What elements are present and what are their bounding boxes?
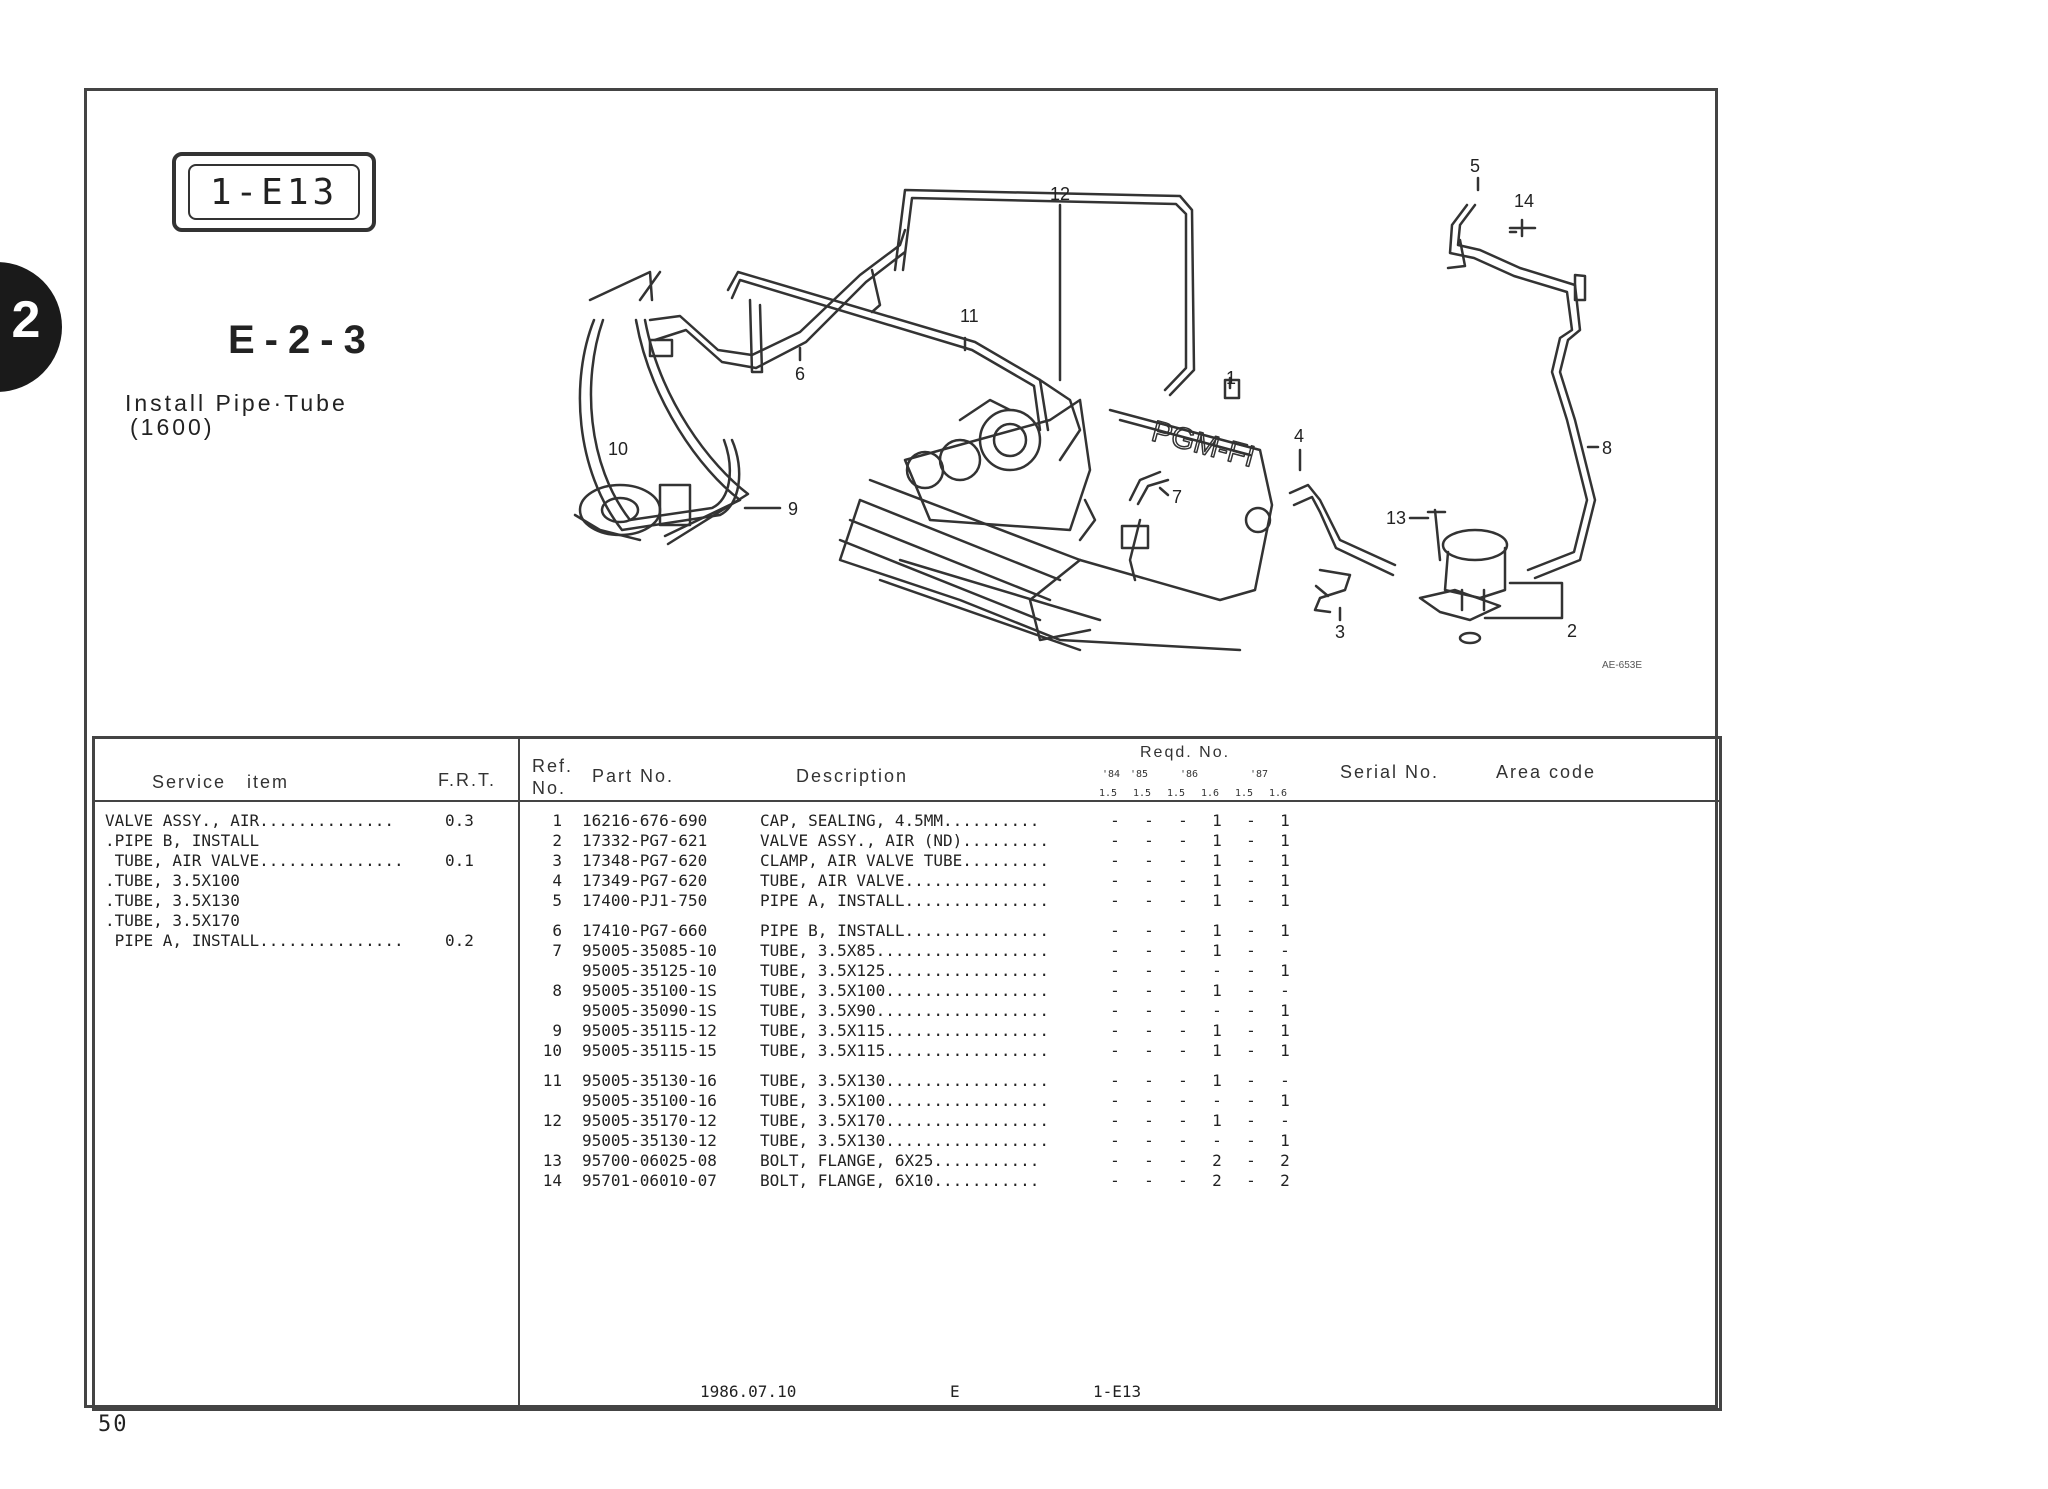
part-description: TUBE, 3.5X130.................	[760, 1131, 1049, 1150]
required-qty: 2	[1212, 1171, 1222, 1190]
ref-number: 14	[542, 1171, 562, 1190]
callout-11: 11	[960, 306, 979, 326]
callout-6: 6	[795, 364, 806, 384]
required-qty: -	[1212, 1091, 1222, 1110]
size-1: 1.5	[1099, 788, 1118, 799]
service-item: .TUBE, 3.5X170	[105, 911, 240, 930]
ref-number: 13	[542, 1151, 562, 1170]
ref-number: 2	[552, 831, 562, 850]
required-qty: -	[1110, 1151, 1120, 1170]
required-qty: 2	[1280, 1171, 1290, 1190]
required-qty: 1	[1212, 1041, 1222, 1060]
required-qty: -	[1144, 1111, 1154, 1130]
part-number: 95005-35100-1S	[582, 981, 717, 1000]
ref-no-header-line2: No.	[532, 778, 567, 798]
year-87: '87	[1250, 769, 1269, 780]
required-qty: -	[1144, 891, 1154, 910]
required-qty: -	[1246, 961, 1256, 980]
required-qty: 1	[1280, 1021, 1290, 1040]
page-number: 50	[98, 1412, 129, 1437]
part-number: 17400-PJ1-750	[582, 891, 708, 910]
required-qty: -	[1246, 1021, 1256, 1040]
required-qty: -	[1110, 941, 1120, 960]
required-qty: 1	[1212, 921, 1222, 940]
required-qty: -	[1280, 1071, 1290, 1090]
part-number: 95005-35170-12	[582, 1111, 717, 1130]
footer-section: 1-E13	[1093, 1382, 1142, 1401]
required-qty: -	[1212, 1131, 1222, 1150]
required-qty: 1	[1212, 1021, 1222, 1040]
reqd-no-header: Reqd. No.	[1140, 744, 1231, 761]
callout-12: 12	[1050, 184, 1071, 204]
part-row	[530, 811, 1310, 831]
ref-number: 11	[542, 1071, 562, 1090]
part-description: BOLT, FLANGE, 6X25...........	[760, 1151, 1040, 1170]
required-qty: -	[1110, 1131, 1120, 1150]
part-row	[530, 981, 1310, 1001]
callout-4: 4	[1294, 426, 1305, 446]
required-qty: -	[1178, 1071, 1188, 1090]
required-qty: 2	[1212, 1151, 1222, 1170]
required-qty: -	[1144, 941, 1154, 960]
required-qty: -	[1144, 1001, 1154, 1020]
service-item: PIPE A, INSTALL............... 0.2	[105, 931, 474, 950]
serial-no-header: Serial No.	[1340, 762, 1440, 782]
part-description: PIPE B, INSTALL...............	[760, 921, 1049, 940]
required-qty: 1	[1212, 941, 1222, 960]
required-qty: -	[1178, 871, 1188, 890]
footer-date: 1986.07.10	[700, 1382, 797, 1401]
required-qty: -	[1178, 1021, 1188, 1040]
table-column-divider	[518, 736, 520, 1411]
required-qty: 2	[1280, 1151, 1290, 1170]
ref-number: 10	[542, 1041, 562, 1060]
required-qty: -	[1110, 1091, 1120, 1110]
required-qty: -	[1144, 1071, 1154, 1090]
part-description: PIPE A, INSTALL...............	[760, 891, 1049, 910]
size-2: 1.5	[1133, 788, 1152, 799]
part-row	[530, 1021, 1310, 1041]
required-qty: -	[1178, 921, 1188, 940]
area-code-header: Area code	[1496, 762, 1597, 782]
required-qty: -	[1178, 891, 1188, 910]
part-description: CAP, SEALING, 4.5MM..........	[760, 811, 1040, 830]
callout-2: 2	[1567, 621, 1578, 641]
part-description: TUBE, 3.5X90..................	[760, 1001, 1049, 1020]
part-number: 17348-PG7-620	[582, 851, 708, 870]
required-qty: -	[1212, 1001, 1222, 1020]
group-code: E-2-3	[228, 318, 376, 362]
part-description: TUBE, 3.5X85..................	[760, 941, 1049, 960]
required-qty: -	[1178, 1111, 1188, 1130]
part-row	[530, 1041, 1310, 1061]
callout-1: 1	[1226, 368, 1237, 388]
part-number: 95005-35125-10	[582, 961, 717, 980]
required-qty: -	[1246, 831, 1256, 850]
callout-13: 13	[1386, 508, 1407, 528]
part-description: TUBE, 3.5X100.................	[760, 981, 1049, 1000]
part-number: 95005-35090-1S	[582, 1001, 717, 1020]
required-qty: 1	[1280, 921, 1290, 940]
required-qty: -	[1246, 1131, 1256, 1150]
required-qty: -	[1144, 1151, 1154, 1170]
part-description: TUBE, 3.5X130.................	[760, 1071, 1049, 1090]
required-qty: -	[1110, 1021, 1120, 1040]
section-badge	[172, 152, 376, 232]
required-qty: -	[1110, 891, 1120, 910]
ref-number: 9	[552, 1021, 562, 1040]
required-qty: -	[1212, 961, 1222, 980]
service-item-header: Service item	[152, 772, 290, 792]
required-qty: -	[1246, 1001, 1256, 1020]
frt-header: F.R.T.	[438, 770, 497, 790]
required-qty: 1	[1280, 851, 1290, 870]
callout-7: 7	[1172, 487, 1183, 507]
required-qty: -	[1246, 1151, 1256, 1170]
required-qty: -	[1110, 981, 1120, 1000]
part-row	[530, 1131, 1310, 1151]
part-description: TUBE, 3.5X170.................	[760, 1111, 1049, 1130]
required-qty: 1	[1212, 831, 1222, 850]
required-qty: -	[1246, 1091, 1256, 1110]
required-qty: 1	[1280, 811, 1290, 830]
size-6: 1.6	[1269, 788, 1288, 799]
part-description: TUBE, AIR VALVE...............	[760, 871, 1049, 890]
required-qty: -	[1246, 981, 1256, 1000]
required-qty: -	[1280, 1111, 1290, 1130]
part-number: 95005-35130-12	[582, 1131, 717, 1150]
required-qty: -	[1178, 831, 1188, 850]
part-number: 95700-06025-08	[582, 1151, 717, 1170]
required-qty: -	[1110, 831, 1120, 850]
part-row	[530, 921, 1310, 941]
required-qty: -	[1178, 1001, 1188, 1020]
ref-number: 7	[552, 941, 562, 960]
part-description: TUBE, 3.5X100.................	[760, 1091, 1049, 1110]
group-subtitle: (1600)	[130, 414, 215, 440]
required-qty: -	[1110, 1041, 1120, 1060]
required-qty: -	[1144, 1131, 1154, 1150]
service-item: VALVE ASSY., AIR.............. 0.3	[105, 811, 474, 830]
required-qty: -	[1178, 1091, 1188, 1110]
service-item: TUBE, AIR VALVE............... 0.1	[105, 851, 474, 870]
section-tab-label: 2	[11, 291, 41, 349]
callout-14: 14	[1514, 191, 1535, 211]
required-qty: -	[1144, 981, 1154, 1000]
required-qty: -	[1178, 1041, 1188, 1060]
required-qty: -	[1110, 1111, 1120, 1130]
required-qty: -	[1246, 921, 1256, 940]
part-row	[530, 1071, 1310, 1091]
size-5: 1.5	[1235, 788, 1254, 799]
required-qty: -	[1178, 981, 1188, 1000]
required-qty: -	[1280, 941, 1290, 960]
required-qty: -	[1110, 851, 1120, 870]
required-qty: -	[1178, 961, 1188, 980]
required-qty: 1	[1212, 981, 1222, 1000]
required-qty: -	[1246, 1111, 1256, 1130]
part-description: CLAMP, AIR VALVE TUBE.........	[760, 851, 1049, 870]
table-header-rule	[92, 800, 1722, 802]
svg-text:PGM-FI: PGM-FI	[1148, 414, 1259, 474]
required-qty: -	[1144, 1091, 1154, 1110]
ref-number: 8	[552, 981, 562, 1000]
part-description: TUBE, 3.5X115.................	[760, 1021, 1049, 1040]
part-description: BOLT, FLANGE, 6X10...........	[760, 1171, 1040, 1190]
required-qty: -	[1178, 811, 1188, 830]
required-qty: -	[1144, 811, 1154, 830]
required-qty: 1	[1280, 1001, 1290, 1020]
ref-number: 6	[552, 921, 562, 940]
part-description: TUBE, 3.5X115.................	[760, 1041, 1049, 1060]
required-qty: 1	[1212, 871, 1222, 890]
required-qty: -	[1246, 941, 1256, 960]
service-item: .TUBE, 3.5X130	[105, 891, 240, 910]
part-row	[530, 1151, 1310, 1171]
required-qty: -	[1246, 811, 1256, 830]
required-qty: -	[1144, 871, 1154, 890]
callout-3: 3	[1335, 622, 1346, 642]
callout-8: 8	[1602, 438, 1613, 458]
part-number: 95005-35115-12	[582, 1021, 717, 1040]
year-86: '86	[1180, 769, 1199, 780]
required-qty: 1	[1212, 1111, 1222, 1130]
required-qty: -	[1246, 1041, 1256, 1060]
required-qty: -	[1246, 871, 1256, 890]
callout-5: 5	[1470, 156, 1481, 176]
ref-number: 5	[552, 891, 562, 910]
exploded-parts-diagram	[560, 150, 1700, 670]
required-qty: -	[1144, 1171, 1154, 1190]
part-row	[530, 1111, 1310, 1131]
required-qty: 1	[1280, 1091, 1290, 1110]
part-row	[530, 1091, 1310, 1111]
footer-code: E	[950, 1382, 960, 1401]
required-qty: 1	[1280, 871, 1290, 890]
required-qty: -	[1144, 1041, 1154, 1060]
part-number: 17332-PG7-621	[582, 831, 708, 850]
section-code: 1-E13	[188, 164, 360, 220]
part-number: 95005-35130-16	[582, 1071, 717, 1090]
required-qty: -	[1178, 1171, 1188, 1190]
required-qty: 1	[1280, 1131, 1290, 1150]
required-qty: -	[1144, 1021, 1154, 1040]
required-qty: -	[1178, 1151, 1188, 1170]
part-row	[530, 851, 1310, 871]
group-title: Install Pipe·Tube	[125, 390, 348, 416]
required-qty: -	[1110, 1001, 1120, 1020]
required-qty: -	[1110, 1071, 1120, 1090]
required-qty: -	[1144, 961, 1154, 980]
year-84: '84	[1102, 769, 1121, 780]
part-row	[530, 941, 1310, 961]
part-row	[530, 891, 1310, 911]
ref-number: 12	[542, 1111, 562, 1130]
required-qty: -	[1110, 811, 1120, 830]
part-description: TUBE, 3.5X125.................	[760, 961, 1049, 980]
required-qty: -	[1110, 961, 1120, 980]
required-qty: -	[1144, 921, 1154, 940]
required-qty: -	[1246, 851, 1256, 870]
required-qty: -	[1110, 1171, 1120, 1190]
part-no-header: Part No.	[592, 766, 675, 786]
ref-number: 4	[552, 871, 562, 890]
part-row	[530, 1171, 1310, 1191]
part-number: 95005-35085-10	[582, 941, 717, 960]
required-qty: 1	[1212, 891, 1222, 910]
callout-10: 10	[608, 439, 629, 459]
year-85: '85	[1130, 769, 1149, 780]
part-row	[530, 871, 1310, 891]
required-qty: 1	[1280, 961, 1290, 980]
required-qty: -	[1246, 891, 1256, 910]
part-number: 95005-35100-16	[582, 1091, 717, 1110]
part-number: 17349-PG7-620	[582, 871, 708, 890]
required-qty: -	[1246, 1071, 1256, 1090]
required-qty: -	[1110, 921, 1120, 940]
ref-number: 1	[552, 811, 562, 830]
required-qty: 1	[1212, 811, 1222, 830]
service-item: .TUBE, 3.5X100	[105, 871, 240, 890]
required-qty: -	[1280, 981, 1290, 1000]
required-qty: -	[1144, 831, 1154, 850]
part-number: 16216-676-690	[582, 811, 708, 830]
description-header: Description	[796, 766, 909, 786]
part-description: VALVE ASSY., AIR (ND).........	[760, 831, 1049, 850]
ref-no-header-line1: Ref.	[532, 756, 574, 776]
part-number: 95005-35115-15	[582, 1041, 717, 1060]
required-qty: 1	[1280, 831, 1290, 850]
required-qty: -	[1110, 871, 1120, 890]
part-row	[530, 831, 1310, 851]
required-qty: -	[1178, 941, 1188, 960]
ref-number: 3	[552, 851, 562, 870]
required-qty: -	[1246, 1171, 1256, 1190]
part-row	[530, 961, 1310, 981]
required-qty: -	[1178, 851, 1188, 870]
service-item: .PIPE B, INSTALL	[105, 831, 260, 850]
part-number: 95701-06010-07	[582, 1171, 717, 1190]
part-number: 17410-PG7-660	[582, 921, 708, 940]
size-4: 1.6	[1201, 788, 1220, 799]
required-qty: 1	[1212, 1071, 1222, 1090]
required-qty: -	[1144, 851, 1154, 870]
required-qty: 1	[1280, 1041, 1290, 1060]
diagram-code: AE-653E	[1602, 660, 1643, 671]
required-qty: -	[1178, 1131, 1188, 1150]
required-qty: 1	[1280, 891, 1290, 910]
size-3: 1.5	[1167, 788, 1186, 799]
callout-9: 9	[788, 499, 799, 519]
part-row	[530, 1001, 1310, 1021]
required-qty: 1	[1212, 851, 1222, 870]
